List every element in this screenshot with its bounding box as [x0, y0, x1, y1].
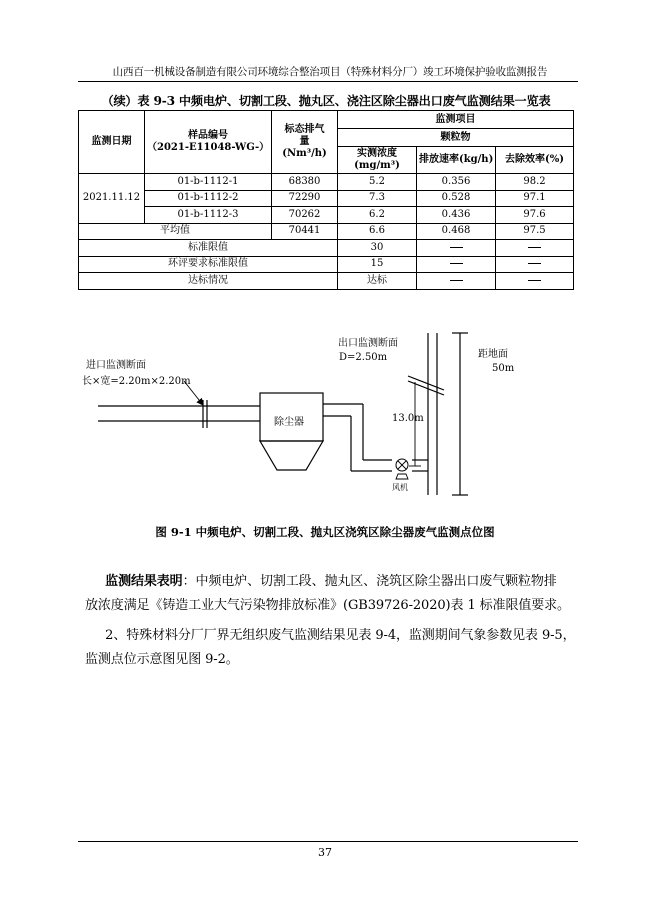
header-removal-efficiency: 去除效率(%)	[496, 147, 574, 174]
paragraph-conclusion	[85, 570, 570, 618]
compliance-label: 达标情况	[79, 273, 338, 290]
paragraph-next	[85, 624, 576, 672]
header-concentration	[338, 147, 417, 174]
page-header: 山西百一机械设备制造有限公司环境综合整治项目（特殊材料分厂）竣工环境保护验收监测报告	[112, 66, 548, 78]
table-row	[79, 174, 574, 191]
monitoring-point-diagram	[60, 320, 540, 510]
dash-cell	[496, 240, 574, 257]
header-rule	[78, 81, 578, 82]
average-efficiency: 97.5	[496, 223, 574, 240]
height-13-label: 13.0m	[392, 413, 424, 424]
average-label: 平均值	[79, 223, 272, 240]
header-flow-line1: 标态排气	[284, 124, 325, 135]
cell-efficiency: 98.2	[496, 174, 574, 191]
standard-limit-label: 标准限值	[79, 240, 338, 257]
header-monitoring-items: 监测项目	[338, 111, 574, 129]
fan-base	[396, 474, 408, 479]
header-concentration-line2: (mg/m³)	[354, 160, 400, 171]
cell-flow: 72290	[272, 190, 338, 207]
standard-limit-row	[79, 240, 574, 257]
outlet-label: 出口监测断面	[338, 338, 398, 349]
paragraph-conclusion-lead: 监测结果表明	[105, 574, 183, 589]
page-number: 37	[318, 846, 332, 859]
paragraph-next-line2: 监测点位示意图见图 9-2。	[85, 652, 239, 667]
average-row	[79, 223, 574, 240]
eia-limit-row	[79, 256, 574, 273]
cell-flow: 70262	[272, 207, 338, 224]
dash-mark	[450, 280, 463, 281]
header-concentration-line1: 实测浓度	[357, 148, 397, 159]
header-flow-line2: 量	[299, 136, 310, 147]
cell-concentration: 5.2	[338, 174, 417, 191]
dash-mark	[528, 263, 541, 264]
header-particulate: 颗粒物	[338, 129, 574, 147]
paragraph-conclusion-text1: ：中频电炉、切割工段、抛丸区、浇筑区除尘器出口废气颗粒物排	[182, 574, 557, 589]
dash-cell	[417, 273, 496, 290]
paragraph-conclusion-line1	[85, 570, 567, 594]
dash-cell	[417, 256, 496, 273]
ground-height: 50m	[492, 363, 515, 374]
cell-concentration: 7.3	[338, 190, 417, 207]
cell-rate: 0.436	[417, 207, 496, 224]
table-row	[79, 207, 574, 224]
average-flow: 70441	[272, 223, 338, 240]
paragraph-next-text1: 2、特殊材料分厂厂界无组织废气监测结果见表 9-4，监测期间气象参数见表 9-5，	[105, 628, 576, 643]
header-sample-line2: （2021-E11048-WG-）	[147, 142, 270, 153]
header-date: 监测日期	[79, 111, 145, 174]
figure-caption: 图 9-1 中频电炉、切割工段、抛丸区浇筑区除尘器废气监测点位图	[155, 525, 495, 539]
table-row	[79, 190, 574, 207]
cell-efficiency: 97.6	[496, 207, 574, 224]
average-concentration: 6.6	[338, 223, 417, 240]
paragraph-next-line1	[85, 624, 576, 648]
dash-mark	[450, 247, 463, 248]
paragraph-conclusion-line2: 放浓度满足《铸造工业大气污染物排放标准》(GB39726-2020)表 1 标准限值要求。	[85, 598, 570, 613]
table-caption: （续）表 9-3 中频电炉、切割工段、抛丸区、浇注区除尘器出口废气监测结果一览表	[101, 94, 551, 108]
inlet-size: 长×宽=2.20m×2.20m	[82, 376, 191, 387]
outlet-diameter: D=2.50m	[339, 352, 388, 363]
header-emission-rate: 排放速率(kg/h)	[417, 147, 496, 174]
header-flow-line3: (Nm³/h)	[282, 148, 327, 159]
cell-sample: 01-b-1112-3	[145, 207, 272, 224]
dash-cell	[417, 240, 496, 257]
dash-cell	[496, 256, 574, 273]
footer-rule	[78, 841, 578, 842]
monitoring-results-table	[78, 110, 574, 290]
ground-label: 距地面	[478, 349, 508, 360]
dash-mark	[528, 247, 541, 248]
dust-collector-label: 除尘器	[274, 417, 304, 428]
cell-concentration: 6.2	[338, 207, 417, 224]
header-flow	[272, 111, 338, 174]
header-sample-line1: 样品编号	[188, 130, 228, 141]
cell-flow: 68380	[272, 174, 338, 191]
standard-limit-value: 30	[338, 240, 417, 257]
eia-limit-value: 15	[338, 256, 417, 273]
dash-mark	[528, 280, 541, 281]
compliance-row	[79, 273, 574, 290]
fan-label: 风机	[392, 483, 408, 492]
cell-efficiency: 97.1	[496, 190, 574, 207]
cell-sample: 01-b-1112-2	[145, 190, 272, 207]
cell-rate: 0.528	[417, 190, 496, 207]
cell-date: 2021.11.12	[79, 174, 145, 224]
inlet-label: 进口监测断面	[86, 360, 146, 371]
eia-limit-label: 环评要求标准限值	[79, 256, 338, 273]
cell-sample: 01-b-1112-1	[145, 174, 272, 191]
dash-mark	[450, 263, 463, 264]
average-rate: 0.468	[417, 223, 496, 240]
dash-cell	[496, 273, 574, 290]
header-sample	[145, 111, 272, 174]
compliance-value: 达标	[338, 273, 417, 290]
dust-collector-hopper	[260, 441, 323, 470]
cell-rate: 0.356	[417, 174, 496, 191]
